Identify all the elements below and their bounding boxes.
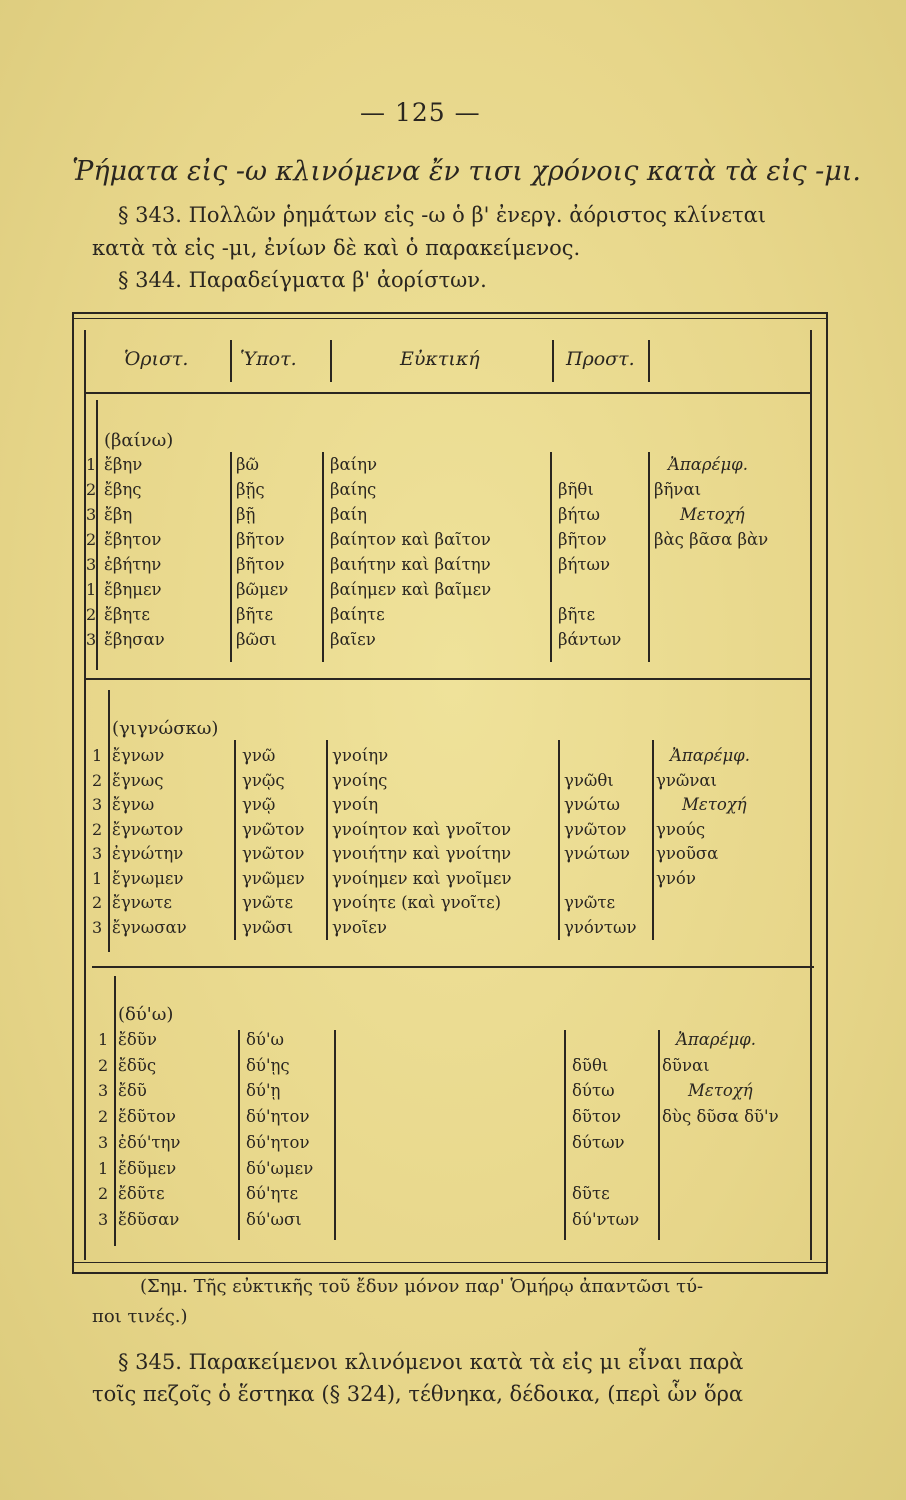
oristiki-form: ἔγνωσαν	[112, 917, 187, 937]
oristiki-form: ἔδῦσαν	[118, 1209, 180, 1229]
oristiki-form: ἐγνώτην	[112, 844, 184, 863]
person-number: 3	[98, 1209, 109, 1229]
oristiki-form: ἔβην	[104, 455, 143, 474]
ypotaktiki-form: δύ'ητον	[246, 1132, 310, 1152]
prostaktiki-form: δῦτον	[572, 1107, 622, 1127]
g2-col-divider-1	[234, 740, 236, 940]
ypotaktiki-form: δύ'ῃ	[246, 1081, 281, 1101]
ypotaktiki-form: δύ'ω	[246, 1030, 284, 1049]
oristiki-form: ἔδῦς	[118, 1055, 157, 1075]
participle-form: δὺς δῦσα δῦ'ν	[662, 1107, 779, 1127]
g2-number-divider	[108, 690, 110, 952]
person-number: 3	[92, 844, 103, 863]
ypotaktiki-form: δύ'ωμεν	[246, 1158, 314, 1178]
person-number: 1	[98, 1030, 109, 1049]
person-number: 3	[86, 505, 97, 524]
ypotaktiki-form: δύ'ητε	[246, 1184, 299, 1204]
g3-col-divider-1	[238, 1030, 240, 1240]
person-number: 2	[98, 1055, 109, 1075]
ypotaktiki-form: δύ'ῃς	[246, 1055, 290, 1075]
oristiki-form: ἔβης	[104, 480, 142, 499]
g3-col-divider-3	[564, 1030, 566, 1240]
efktiki-form: βαῖεν	[330, 630, 376, 649]
efktiki-form: γνοίης	[332, 770, 388, 790]
prostaktiki-form: γνῶτον	[564, 819, 627, 839]
efktiki-form: γνοίη	[332, 795, 379, 814]
participle-form: γνούς	[656, 819, 706, 839]
prostaktiki-form: δύτων	[572, 1132, 625, 1152]
person-number: 2	[86, 530, 97, 549]
oristiki-form: ἔβητε	[104, 605, 150, 624]
prostaktiki-form: δύ'ντων	[572, 1209, 640, 1229]
right-inner-border	[810, 330, 812, 1260]
ypotaktiki-form: βῶσι	[236, 630, 277, 649]
header-efktiki: Εὐκτική	[400, 348, 480, 370]
header-divider-4	[648, 340, 650, 382]
verb-lemma: (βαίνω)	[104, 430, 174, 451]
header-divider-1	[230, 340, 232, 382]
prostaktiki-form: δῦτε	[572, 1184, 610, 1204]
participle-form: γνόν	[656, 868, 696, 888]
efktiki-form: γνοίημεν καὶ γνοῖμεν	[332, 868, 512, 888]
ypotaktiki-form: βῶ	[236, 455, 259, 474]
person-number: 2	[92, 819, 103, 839]
person-number: 1	[86, 580, 97, 599]
header-prostaktiki: Προστ.	[566, 348, 635, 370]
person-number: 1	[92, 746, 103, 765]
g3-number-divider	[114, 976, 116, 1246]
person-number: 3	[92, 795, 103, 814]
oristiki-form: ἔδῦτον	[118, 1107, 176, 1127]
person-number: 1	[92, 868, 103, 888]
g1-col-divider-1	[230, 452, 232, 662]
person-number: 1	[98, 1158, 109, 1178]
verb-lemma: (δύ'ω)	[118, 1004, 174, 1025]
ypotaktiki-form: βῆτον	[236, 555, 285, 574]
person-number: 3	[98, 1081, 109, 1101]
oristiki-form: ἔγνως	[112, 770, 164, 790]
page-number: — 125 —	[360, 98, 481, 127]
person-number: 2	[92, 893, 103, 912]
section-343-line-1: § 343. Πολλῶν ῥημάτων εἰς -ω ὁ β' ἐνεργ. ἀόριστος κλίνεται	[118, 203, 766, 227]
prostaktiki-form: βῆτον	[558, 530, 607, 549]
person-number: 2	[92, 770, 103, 790]
g1-number-divider	[96, 400, 98, 670]
participle-label: Μετοχή	[682, 795, 747, 814]
section-344-heading: § 344. Παραδείγματα β' ἀορίστων.	[118, 268, 487, 292]
prostaktiki-form: βήτων	[558, 555, 611, 574]
table-bottom-rule	[72, 1262, 828, 1263]
oristiki-form: ἐδύ'την	[118, 1132, 181, 1152]
person-number: 3	[98, 1132, 109, 1152]
person-number: 2	[86, 480, 97, 499]
person-number: 3	[86, 630, 97, 649]
g2-col-divider-3	[558, 740, 560, 940]
efktiki-form: γνοίητον καὶ γνοῖτον	[332, 819, 512, 839]
ypotaktiki-form: γνῶτε	[242, 893, 294, 912]
infinitive-label: Ἀπαρέμφ.	[670, 746, 750, 765]
participle-label: Μετοχή	[688, 1081, 753, 1101]
ypotaktiki-form: βῆτε	[236, 605, 274, 624]
infinitive-form: γνῶναι	[656, 770, 717, 790]
ypotaktiki-form: γνῶτον	[242, 844, 305, 863]
ypotaktiki-form: βῆτον	[236, 530, 285, 549]
ypotaktiki-form: γνῷ	[242, 795, 276, 814]
group-rule-1	[84, 678, 810, 680]
g1-col-divider-4	[648, 452, 650, 662]
ypotaktiki-form: γνῷς	[242, 770, 285, 790]
oristiki-form: ἔδῦ	[118, 1081, 147, 1101]
infinitive-form: δῦναι	[662, 1055, 710, 1075]
efktiki-form: βαίης	[330, 480, 377, 499]
person-number: 2	[98, 1184, 109, 1204]
efktiki-form: γνοῖεν	[332, 917, 387, 937]
oristiki-form: ἔβησαν	[104, 630, 165, 649]
efktiki-form: βαίημεν καὶ βαῖμεν	[330, 580, 492, 599]
oristiki-form: ἔβημεν	[104, 580, 162, 599]
ypotaktiki-form: γνῶσι	[242, 917, 294, 937]
efktiki-form: βαιήτην καὶ βαίτην	[330, 555, 491, 574]
section-345-line-2: τοῖς πεζοῖς ὁ ἕστηκα (§ 324), τέθνηκα, δέδοικα, (περὶ ὧν ὅρα	[92, 1382, 744, 1406]
note-line-2: ποι τινές.)	[92, 1306, 188, 1327]
oristiki-form: ἔγνω	[112, 795, 155, 814]
g1-col-divider-3	[550, 452, 552, 662]
ypotaktiki-form: δύ'ωσι	[246, 1209, 302, 1229]
header-divider-2	[330, 340, 332, 382]
person-number: 1	[86, 455, 97, 474]
header-divider-3	[552, 340, 554, 382]
note-line-1: (Σημ. Τῆς εὐκτικῆς τοῦ ἔδυν μόνον παρ' Ὁμήρῳ ἀπαντῶσι τύ-	[140, 1276, 704, 1297]
prostaktiki-form: γνῶθι	[564, 770, 614, 790]
person-number: 2	[98, 1107, 109, 1127]
section-345-line-1: § 345. Παρακείμενοι κλινόμενοι κατὰ τὰ εἰς μι εἶναι παρὰ	[118, 1350, 744, 1374]
oristiki-form: ἔγνωμεν	[112, 868, 184, 888]
g2-col-divider-4	[652, 740, 654, 940]
oristiki-form: ἔδῦν	[118, 1030, 157, 1049]
group-rule-2	[92, 966, 814, 968]
infinitive-label: Ἀπαρέμφ.	[676, 1030, 756, 1049]
person-number: 3	[92, 917, 103, 937]
ypotaktiki-form: γνῶ	[242, 746, 276, 765]
ypotaktiki-form: βῇ	[236, 505, 256, 524]
ypotaktiki-form: δύ'ητον	[246, 1107, 310, 1127]
prostaktiki-form: γνώτων	[564, 844, 630, 863]
prostaktiki-form: βῆτε	[558, 605, 596, 624]
efktiki-form: βαίη	[330, 505, 368, 524]
oristiki-form: ἐβήτην	[104, 555, 162, 574]
verb-lemma: (γιγνώσκω)	[112, 718, 219, 739]
ypotaktiki-form: βῶμεν	[236, 580, 289, 599]
ypotaktiki-form: βῇς	[236, 480, 265, 499]
infinitive-label: Ἀπαρέμφ.	[668, 455, 748, 474]
section-343-line-2: κατὰ τὰ εἰς -μι, ἐνίων δὲ καὶ ὁ παρακείμενος.	[92, 236, 581, 260]
oristiki-form: ἔβητον	[104, 530, 162, 549]
g3-col-divider-4	[658, 1030, 660, 1240]
efktiki-form: γνοίην	[332, 746, 389, 765]
ypotaktiki-form: γνῶτον	[242, 819, 305, 839]
efktiki-form: βαίητε	[330, 605, 385, 624]
prostaktiki-form: δῦθι	[572, 1055, 609, 1075]
person-number: 2	[86, 605, 97, 624]
oristiki-form: ἔγνωτε	[112, 893, 172, 912]
g2-col-divider-2	[326, 740, 328, 940]
prostaktiki-form: βήτω	[558, 505, 601, 524]
participle-label: Μετοχή	[680, 505, 745, 524]
header-rule	[84, 392, 810, 394]
infinitive-form: βῆναι	[654, 480, 702, 499]
oristiki-form: ἔβη	[104, 505, 133, 524]
ypotaktiki-form: γνῶμεν	[242, 868, 305, 888]
person-number: 3	[86, 555, 97, 574]
prostaktiki-form: γνώτω	[564, 795, 620, 814]
participle-form: βὰς βᾶσα βὰν	[654, 530, 769, 549]
oristiki-form: ἔγνωτον	[112, 819, 184, 839]
header-oristiki: Ὁριστ.	[124, 348, 189, 370]
efktiki-form: γνοιήτην καὶ γνοίτην	[332, 844, 511, 863]
oristiki-form: ἔδῦτε	[118, 1184, 165, 1204]
prostaktiki-form: γνῶτε	[564, 893, 616, 912]
chapter-title: Ῥήματα εἰς -ω κλινόμενα ἔν τισι χρόνοις κατὰ τὰ εἰς -μι.	[72, 156, 861, 187]
prostaktiki-form: βάντων	[558, 630, 622, 649]
efktiki-form: βαίην	[330, 455, 378, 474]
g3-col-divider-2	[334, 1030, 336, 1240]
oristiki-form: ἔγνων	[112, 746, 165, 765]
efktiki-form: γνοίητε (καὶ γνοῖτε)	[332, 893, 502, 912]
table-top-rule	[72, 318, 828, 319]
efktiki-form: βαίητον καὶ βαῖτον	[330, 530, 491, 549]
prostaktiki-form: βῆθι	[558, 480, 594, 499]
participle-form: γνοῦσα	[656, 844, 719, 863]
prostaktiki-form: δύτω	[572, 1081, 615, 1101]
header-ypotaktiki: Ὑποτ.	[240, 348, 297, 370]
prostaktiki-form: γνόντων	[564, 917, 637, 937]
g1-col-divider-2	[322, 452, 324, 662]
oristiki-form: ἔδῦμεν	[118, 1158, 177, 1178]
